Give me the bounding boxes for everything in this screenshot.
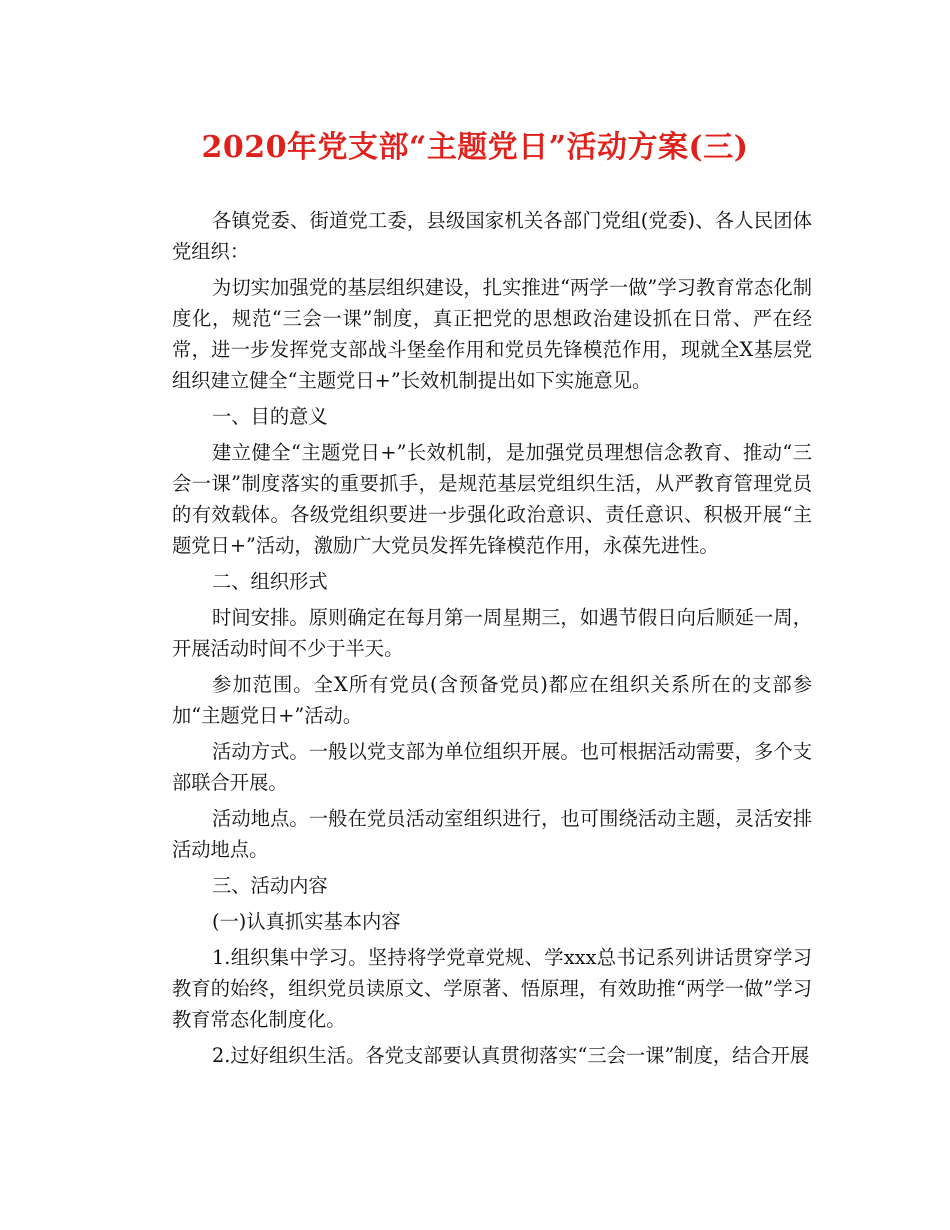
subheading-basic-content: (一)认真抓实基本内容 [212,910,401,933]
document-body [172,205,812,1071]
heading-content: 三、活动内容 [212,874,328,897]
heading-purpose: 一、目的意义 [212,405,328,428]
paragraph-study: 1.组织集中学习。坚持将学党章党规、学xxx总书记系列讲话贯穿学习教育的始终，组织党员读原文、学原著、悟原理，有效助推“两学一做”学习教育常态化制度化。 [172,946,812,1031]
paragraph-schedule: 时间安排。原则确定在每月第一周星期三，如遇节假日向后顺延一周，开展活动时间不少于半天。 [172,606,812,660]
heading-organization: 二、组织形式 [212,570,328,593]
paragraph-scope: 参加范围。全X所有党员(含预备党员)都应在组织关系所在的支部参加“主题党日+”活动。 [172,673,812,727]
paragraph-organization-life: 2.过好组织生活。各党支部要认真贯彻落实“三会一课”制度，结合开展 [212,1044,810,1067]
paragraph-method: 活动方式。一般以党支部为单位组织开展。也可根据活动需要，多个支部联合开展。 [172,740,812,794]
paragraph-intro: 为切实加强党的基层组织建设，扎实推进“两学一做”学习教育常态化制度化，规范“三会一课”制度，真正把党的思想政治建设抓在日常、严在经常，进一步发挥党支部战斗堡垒作用和党员先锋模范作用，现就全X基层党组织建立健全“主题党日+”长效机制提出如下实施意见。 [172,276,812,392]
paragraph-location: 活动地点。一般在党员活动室组织进行，也可围绕活动主题，灵活安排活动地点。 [172,807,812,861]
document-title: 2020年党支部“主题党日”活动方案(三) [201,130,749,165]
paragraph-salutation: 各镇党委、街道党工委，县级国家机关各部门党组(党委)、各人民团体党组织： [172,209,812,263]
paragraph-purpose: 建立健全“主题党日+”长效机制，是加强党员理想信念教育、推动“三会一课”制度落实的重要抓手，是规范基层党组织生活，从严教育管理党员的有效载体。各级党组织要进一步强化政治意识、责任意识、积极开展“主题党日+”活动，激励广大党员发挥先锋模范作用，永葆先进性。 [172,441,812,557]
